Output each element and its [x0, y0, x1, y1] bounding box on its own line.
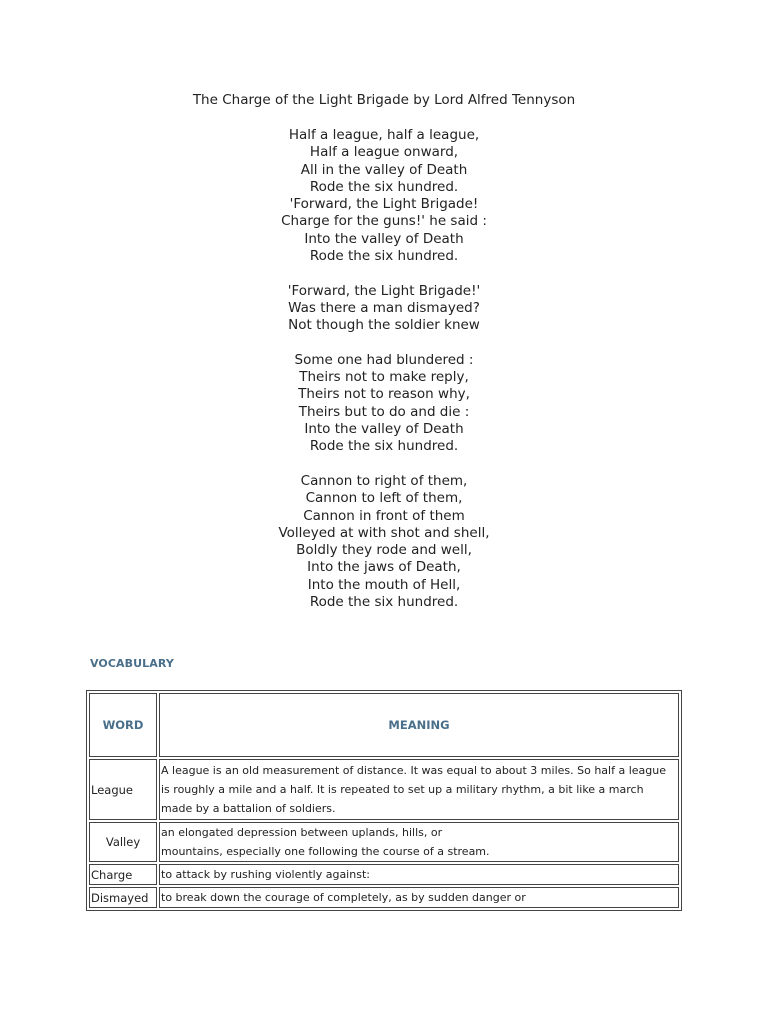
- poem-line: Into the valley of Death: [304, 421, 464, 438]
- poem-line: Boldly they rode and well,: [296, 542, 472, 559]
- vocab-meaning-text: an elongated depression between uplands, hills, or mountains, especially one following the course of a stream.: [161, 826, 490, 858]
- vocabulary-heading: VOCABULARY: [90, 657, 174, 670]
- poem-line: Charge for the guns!' he said :: [281, 213, 487, 230]
- poem-line: Cannon to right of them,: [300, 472, 468, 489]
- vocab-meaning: A league is an old measurement of distance. It was equal to about 3 miles. So half a league is roughly a mile and a half. It is repeated to set up a military rhythm, a bit like a march made by a battalion of soldiers.: [159, 759, 679, 820]
- vocab-word: League: [89, 759, 157, 820]
- vocab-meaning: to attack by rushing violently against:: [159, 864, 679, 885]
- poem-line: Half a league onward,: [309, 144, 459, 161]
- poem-title: The Charge of the Light Brigade by Lord Alfred Tennyson: [192, 92, 576, 108]
- poem-line: 'Forward, the Light Brigade!': [287, 282, 481, 299]
- poem-stanza: [0, 127, 768, 265]
- vocab-word: Valley: [89, 822, 157, 862]
- poem-line: Into the mouth of Hell,: [307, 576, 461, 593]
- table-row: [89, 822, 679, 862]
- vocab-meaning: [159, 822, 679, 862]
- poem-line: Theirs not to make reply,: [299, 369, 469, 386]
- poem-line: Rode the six hundred.: [309, 178, 459, 195]
- poem-stanza: [0, 352, 768, 456]
- poem-line: 'Forward, the Light Brigade!: [289, 196, 479, 213]
- poem-line: Not though the soldier knew: [288, 317, 480, 334]
- poem-line: Rode the six hundred.: [309, 248, 459, 265]
- poem-stanza: [0, 283, 768, 335]
- table-row: [89, 759, 679, 820]
- meaning-column-header: MEANING: [159, 693, 679, 757]
- poem-line: Rode the six hundred.: [309, 594, 459, 611]
- table-header-row: [89, 693, 679, 757]
- poem-line: Theirs not to reason why,: [298, 386, 470, 403]
- vocab-word: Dismayed: [89, 887, 157, 908]
- poem-line: Into the valley of Death: [304, 230, 464, 247]
- poem-stanza: [0, 473, 768, 611]
- poem-line: Was there a man dismayed?: [288, 299, 480, 316]
- poem-line: Some one had blundered :: [294, 351, 474, 368]
- poem-line: All in the valley of Death: [300, 161, 468, 178]
- vocab-word: Charge: [89, 864, 157, 885]
- word-column-header: WORD: [89, 693, 157, 757]
- table-row: [89, 864, 679, 885]
- poem-line: Cannon to left of them,: [305, 490, 463, 507]
- poem-line: Half a league, half a league,: [288, 127, 480, 143]
- vocabulary-table: [86, 690, 682, 911]
- poem-line: Rode the six hundred.: [309, 438, 459, 455]
- poem-line: Into the jaws of Death,: [307, 559, 461, 576]
- poem-body: [0, 127, 768, 611]
- poem-line: Cannon in front of them: [303, 507, 465, 524]
- vocab-meaning: to break down the courage of completely, as by sudden danger or: [159, 887, 679, 908]
- table-row: [89, 887, 679, 908]
- poem-line: Volleyed at with shot and shell,: [278, 524, 490, 541]
- poem-line: Theirs but to do and die :: [298, 403, 470, 420]
